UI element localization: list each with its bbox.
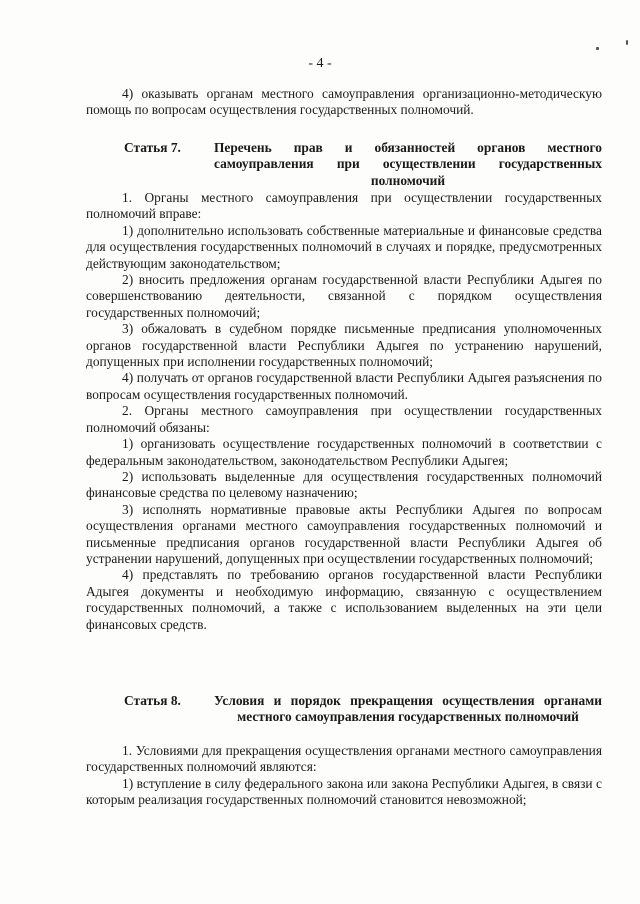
article-7-body bbox=[86, 190, 602, 633]
article-8 bbox=[86, 693, 602, 726]
page-number: - 4 - bbox=[308, 56, 332, 71]
paragraph: 2) вносить предложения органам государственной власти Республики Адыгея по совершенствованию деятельности, связанной с порядком осуществления государственных полномочий; bbox=[86, 272, 602, 320]
article-8-body bbox=[86, 743, 602, 809]
paragraph: 1. Органы местного самоуправления при осуществлении государственных полномочий вправе: bbox=[86, 190, 602, 222]
article-7 bbox=[86, 140, 602, 189]
paragraph: 2. Органы местного самоуправления при осуществлении государственных полномочий обязаны: bbox=[86, 403, 602, 435]
article-7-label: Статья 7. bbox=[124, 140, 181, 155]
paragraph-block-top bbox=[86, 86, 602, 119]
paragraph: 1) дополнительно использовать собственные материальные и финансовые средства для осуществления государственных полномочий в случаях и порядке, предусмотренных действующим законодательством; bbox=[86, 222, 602, 271]
scan-speck bbox=[596, 47, 599, 50]
article-8-label: Статья 8. bbox=[124, 693, 181, 708]
scan-speck bbox=[626, 40, 628, 45]
paragraph: 1) организовать осуществление государственных полномочий в соответствии с федеральным законодательством, законодательством Республики Адыгея; bbox=[86, 436, 602, 468]
paragraph: 1) вступление в силу федерального закона или закона Республики Адыгея, в связи с которым реализация государственных полномочий становится невозможной; bbox=[86, 775, 602, 808]
paragraph: 3) обжаловать в судебном порядке письменные предписания уполномоченных органов государственной власти Республики Адыгея по устранению нарушений, допущенных при исполнении государственных полномочий; bbox=[86, 321, 602, 370]
paragraph: 4) представлять по требованию органов государственной власти Республики Адыгея документы и необходимую информацию, связанную с осуществлением государственных полномочий, а также с использованием выделенных на эти цели финансовых средств. bbox=[86, 567, 602, 632]
paragraph: 4) оказывать органам местного самоуправления организационно-методическую помощь по вопросам осуществления государственных полномочий. bbox=[86, 86, 602, 118]
article-7-title: Перечень прав и обязанностей органов местного самоуправления при осуществлении государственных полномочий bbox=[214, 140, 602, 188]
article-7-heading bbox=[86, 140, 602, 189]
paragraph: 4) получать от органов государственной власти Республики Адыгея разъяснения по вопросам осуществления государственных полномочий. bbox=[86, 370, 602, 402]
paragraph: 2) использовать выделенные для осуществления государственных полномочий финансовые средства по целевому назначению; bbox=[86, 468, 602, 501]
article-8-heading bbox=[86, 693, 602, 726]
article-8-title: Условия и порядок прекращения осуществления органами местного самоуправления государственных полномочий bbox=[214, 693, 602, 725]
paragraph: 1. Условиями для прекращения осуществления органами местного самоуправления государственных полномочий являются: bbox=[86, 743, 602, 775]
paragraph: 3) исполнять нормативные правовые акты Республики Адыгея по вопросам осуществления органами местного самоуправления государственных полномочий и письменные предписания органов государственной власти Республики Адыгея об устранении нарушений, допущенных при осуществлении государственных полномочий; bbox=[86, 501, 602, 566]
